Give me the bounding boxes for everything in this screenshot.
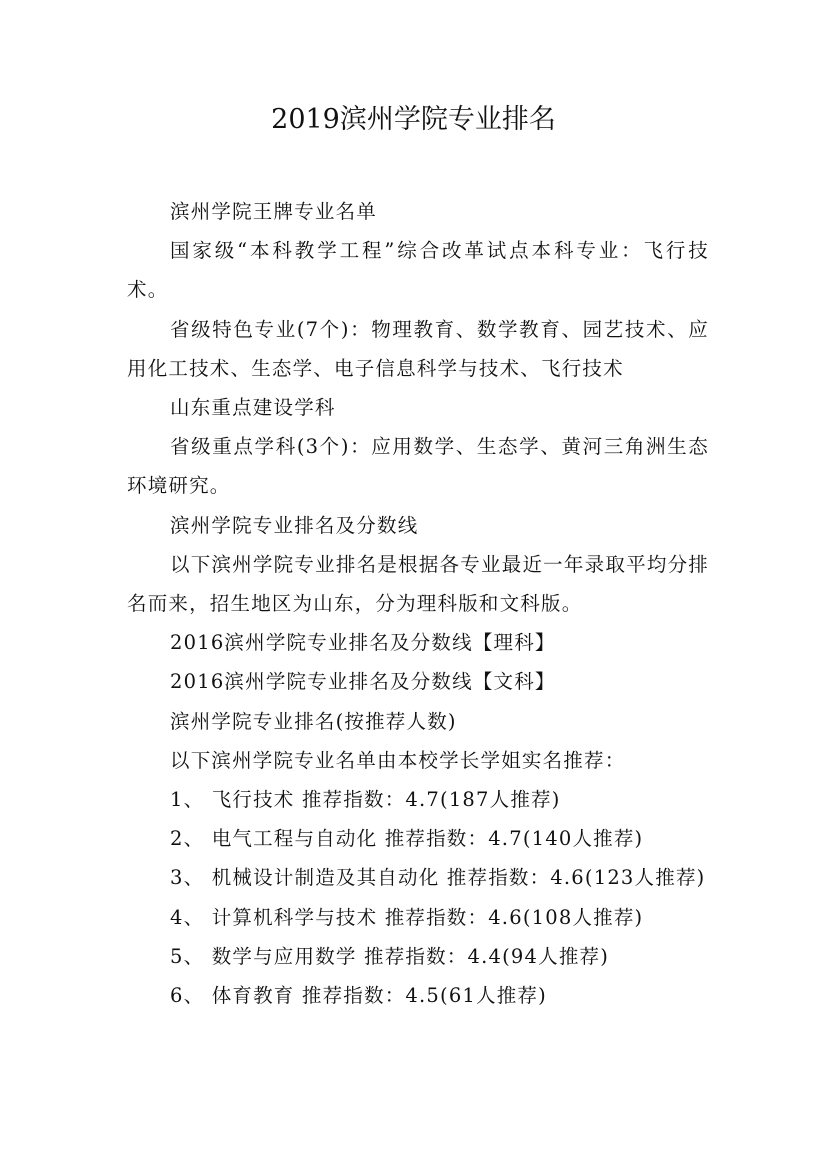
paragraph-recommendation-intro: 以下滨州学院专业名单由本校学长学姐实名推荐： — [170, 748, 626, 772]
list-item: 2、 电气工程与自动化 推荐指数：4.7(140人推荐) — [170, 827, 644, 851]
paragraph-provincial-special-majors: 省级特色专业(7个)：物理教育、数学教育、园艺技术、应用化工技术、生态学、电子信息科学与技术、飞行技术 — [127, 317, 709, 380]
paragraph-national-program: 国家级“本科教学工程”综合改革试点本科专业：飞行技术。 — [127, 239, 709, 302]
paragraph-heading-recommendations: 滨州学院专业排名(按推荐人数) — [170, 709, 457, 733]
list-item: 4、 计算机科学与技术 推荐指数：4.6(108人推荐) — [170, 905, 644, 929]
paragraph-heading-ranking-scores: 滨州学院专业排名及分数线 — [170, 513, 419, 537]
paragraph-science-link: 2016滨州学院专业排名及分数线【理科】 — [170, 631, 556, 655]
paragraph-heading-key-disciplines: 山东重点建设学科 — [170, 396, 336, 420]
paragraph-heading-top-majors: 滨州学院王牌专业名单 — [170, 200, 378, 223]
document-title: 2019滨州学院专业排名 — [271, 104, 556, 135]
list-item: 1、 飞行技术 推荐指数：4.7(187人推荐) — [170, 788, 561, 812]
paragraph-ranking-explanation: 以下滨州学院专业排名是根据各专业最近一年录取平均分排名而来，招生地区为山东，分为理科版和文科版。 — [127, 552, 709, 616]
paragraph-arts-link: 2016滨州学院专业排名及分数线【文科】 — [170, 670, 556, 694]
list-item: 5、 数学与应用数学 推荐指数：4.4(94人推荐) — [170, 944, 610, 968]
list-item: 3、 机械设计制造及其自动化 推荐指数：4.6(123人推荐) — [170, 866, 706, 890]
document-body — [127, 192, 709, 1015]
paragraph-provincial-key-disciplines: 省级重点学科(3个)：应用数学、生态学、黄河三角洲生态环境研究。 — [127, 435, 709, 498]
list-item: 6、 体育教育 推荐指数：4.5(61人推荐) — [170, 984, 547, 1008]
